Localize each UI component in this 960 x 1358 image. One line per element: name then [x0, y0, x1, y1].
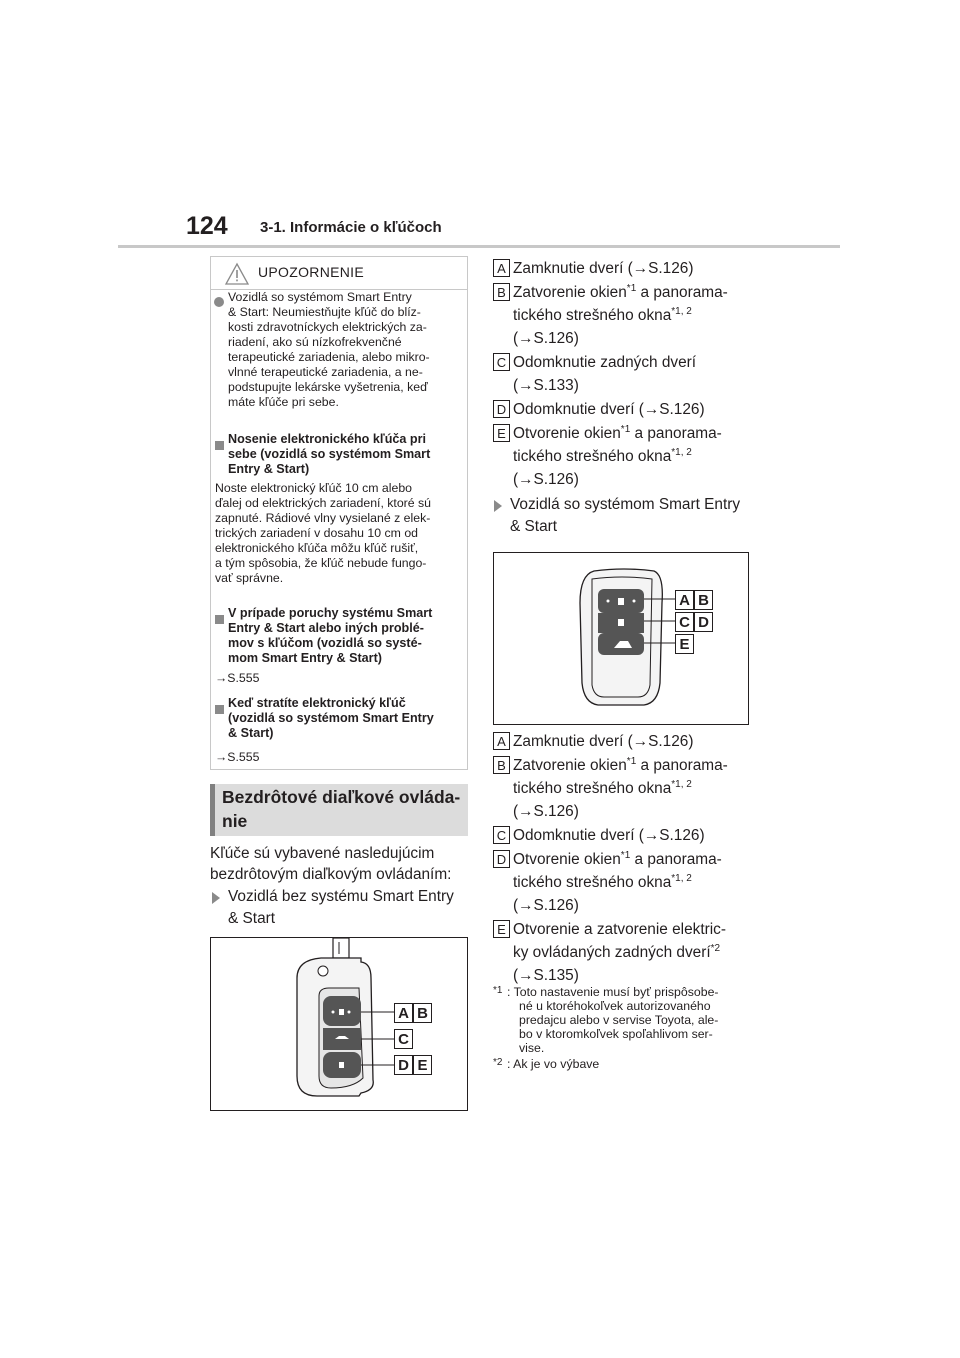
- footnote-ref: *1, 2: [671, 305, 692, 317]
- text-line: (→S.126): [513, 897, 579, 914]
- text-line: kosti zdravotníckych elektrických za-: [228, 320, 427, 334]
- section-intro: [210, 843, 472, 885]
- text-line: elektronického kľúča môžu kľúč rušiť,: [215, 541, 419, 555]
- figure-label-a: A: [394, 1003, 413, 1023]
- warning-triangle-icon: [224, 262, 250, 286]
- text-span: tického strešného okna: [513, 780, 672, 797]
- text-span: ky ovládaných zadných dverí: [513, 944, 711, 961]
- text-line: bo v ktoromkoľvek spoľahlivom ser-: [519, 1027, 713, 1041]
- figure-label-b: B: [413, 1003, 432, 1023]
- warning-subtitle-3: [228, 696, 466, 741]
- text-line: predajcu alebo v servise Toyota, ale-: [519, 1013, 719, 1027]
- text-line: Keď stratíte elektronický kľúč: [228, 696, 406, 710]
- warning-body-1: [215, 481, 465, 586]
- text-line: Zamknutie dverí (→S.126): [513, 733, 694, 750]
- footnote-ref: *1: [620, 423, 631, 435]
- list-item: [493, 351, 755, 397]
- triangle-bullet-icon: [212, 891, 220, 909]
- letter-box: C: [493, 353, 510, 371]
- text-line: mom Smart Entry & Start): [228, 651, 382, 665]
- text-line: né u ktoréhokoľvek autorizovaného: [519, 999, 711, 1013]
- variant-no-smart-entry: [228, 886, 472, 930]
- text-span: a panorama-: [636, 284, 728, 301]
- bullet-square-icon: [215, 701, 224, 719]
- text-line: (→S.126): [513, 330, 579, 347]
- footnote-ref: *1, 2: [671, 872, 692, 884]
- text-line: & Start: Neumiestňujte kľúč do blíz-: [228, 305, 421, 319]
- text-span: Zatvorenie okien: [513, 757, 627, 774]
- text-line: & Start): [228, 726, 274, 740]
- text-span: tického strešného okna: [513, 874, 672, 891]
- warning-subtitle-1: [228, 432, 466, 477]
- letter-box: E: [493, 424, 510, 442]
- text-line: (→S.135): [513, 967, 579, 984]
- figure-flip-key: [210, 937, 468, 1111]
- figure-label-b: B: [694, 590, 713, 610]
- text-line: trických zariadení v dosahu 10 cm od: [215, 526, 419, 540]
- text-line: nie: [222, 811, 248, 831]
- text-line: ďalej od elektrických zariadení, ktoré sú: [215, 496, 432, 510]
- footnote-ref: *1, 2: [671, 778, 692, 790]
- text-line: (vozidlá so systémom Smart Entry: [228, 711, 434, 725]
- letter-box: B: [493, 756, 510, 774]
- text-line: Entry & Start alebo iných problé-: [228, 621, 424, 635]
- text-line: Kľúče sú vybavené nasledujúcim: [210, 845, 435, 862]
- footnote-2: *2 : Ak je vo výbave: [493, 1057, 755, 1071]
- text-line: bezdrôtovým diaľkovým ovládaním:: [210, 866, 452, 883]
- text-line: Otvorenie a zatvorenie elektric-: [513, 921, 726, 938]
- figure-label-c: C: [394, 1029, 413, 1049]
- text-line: vise.: [519, 1041, 545, 1055]
- warning-ref-2: →S.555: [215, 671, 260, 685]
- list-item: [493, 398, 755, 421]
- figure-label-a: A: [675, 590, 694, 610]
- letter-box: B: [493, 283, 510, 301]
- figure-label-row: [675, 634, 694, 654]
- text-line: & Start: [510, 518, 558, 535]
- figure-smart-key: [493, 552, 749, 725]
- list-item: [493, 281, 755, 350]
- header-rule: [118, 245, 840, 248]
- text-line: riadení, ako sú nízkofrekvenčné: [228, 335, 402, 349]
- text-line: : Ak je vo výbave: [507, 1057, 600, 1071]
- text-line: máte kľúče pri sebe.: [228, 395, 339, 409]
- letter-box: D: [493, 400, 510, 418]
- text-line: Entry & Start): [228, 462, 310, 476]
- text-line: (→S.126): [513, 803, 579, 820]
- text-span: a panorama-: [630, 425, 722, 442]
- text-line: Vozidlá so systémom Smart Entry: [510, 496, 741, 513]
- footnote-1: *1 : Toto nastavenie musí byť prispôsobe- né u ktoréhokoľvek autorizovaného predajcu alebo v servise Toyota, ale- bo v ktoromkoľvek spoľahlivom ser- vise.: [493, 985, 755, 1055]
- figure-label-row: [394, 1029, 413, 1049]
- text-line: vať správne.: [215, 571, 284, 585]
- text-line: Vozidlá so systémom Smart Entry: [228, 290, 412, 304]
- text-span: Otvorenie okien: [513, 425, 621, 442]
- text-line: sebe (vozidlá so systémom Smart: [228, 447, 431, 461]
- letter-box: A: [493, 732, 510, 750]
- warning-title: UPOZORNENIE: [258, 264, 364, 280]
- figure-label-d: D: [694, 612, 713, 632]
- smart-key-illustration: [494, 553, 748, 724]
- text-line: Odomknutie zadných dverí: [513, 354, 697, 371]
- letter-box: D: [493, 850, 510, 868]
- list-item: [493, 848, 755, 917]
- figure-label-d: D: [394, 1055, 413, 1075]
- list-item: [493, 754, 755, 823]
- text-line: Vozidlá bez systému Smart Entry: [228, 888, 454, 905]
- figure-label-row: [394, 1003, 432, 1023]
- text-line: Nosenie elektronického kľúča pri: [228, 432, 427, 446]
- bullet-square-icon: [215, 437, 224, 455]
- text-line: zapnuté. Rádiové vlny vysielané z elek-: [215, 511, 431, 525]
- text-line: : Toto nastavenie musí byť prispôsobe-: [507, 985, 719, 999]
- footnotes: [493, 985, 755, 1071]
- text-line: Bezdrôtové diaľkové ovláda-: [222, 787, 461, 807]
- text-span: a panorama-: [636, 757, 728, 774]
- warning-subtitle-2: [228, 606, 466, 666]
- footnote-ref: *2: [710, 942, 721, 954]
- text-line: mov s kľúčom (vozidlá so systé-: [228, 636, 422, 650]
- text-span: a panorama-: [630, 851, 722, 868]
- footnote-ref: *1, 2: [671, 446, 692, 458]
- figure-label-c: C: [675, 612, 694, 632]
- letter-box: E: [493, 920, 510, 938]
- warning-ref-3: →S.555: [215, 750, 260, 764]
- page-number: 124: [186, 212, 228, 240]
- function-list-2: [493, 730, 755, 987]
- bullet-circle-icon: [214, 294, 224, 312]
- text-line: (→S.133): [513, 377, 579, 394]
- flip-key-illustration: [211, 938, 467, 1110]
- list-item: [493, 918, 755, 987]
- text-span: tického strešného okna: [513, 307, 672, 324]
- warning-item-1: [228, 290, 466, 410]
- text-line: Odomknutie dverí (→S.126): [513, 401, 705, 418]
- bullet-square-icon: [215, 611, 224, 629]
- text-line: terapeutické zariadenia, alebo mikro-: [228, 350, 430, 364]
- list-item: [493, 422, 755, 491]
- footnote-ref: *1: [626, 755, 637, 767]
- section-title: 3-1. Informácie o kľúčoch: [260, 219, 442, 236]
- figure-label-e: E: [675, 634, 694, 654]
- text-line: a tým spôsobia, že kľúč nebude fungo-: [215, 556, 427, 570]
- list-item: [493, 257, 755, 280]
- text-line: & Start: [228, 910, 276, 927]
- text-span: tického strešného okna: [513, 448, 672, 465]
- section-heading: [222, 785, 468, 833]
- figure-label-row: [675, 590, 713, 610]
- text-span: Zatvorenie okien: [513, 284, 627, 301]
- triangle-bullet-icon: [494, 499, 502, 517]
- text-line: Noste elektronický kľúč 10 cm alebo: [215, 481, 413, 495]
- list-item: [493, 824, 755, 847]
- letter-box: C: [493, 826, 510, 844]
- text-line: Zamknutie dverí (→S.126): [513, 260, 694, 277]
- footnote-ref: *1: [620, 849, 631, 861]
- text-line: podstupujte lekárske vyšetrenia, keď: [228, 380, 428, 394]
- text-line: (→S.126): [513, 471, 579, 488]
- footnote-ref: *1: [626, 282, 637, 294]
- text-line: V prípade poruchy systému Smart: [228, 606, 433, 620]
- text-span: Otvorenie okien: [513, 851, 621, 868]
- text-line: vlnné terapeutické zariadenia, a ne-: [228, 365, 423, 379]
- function-list-1: [493, 257, 755, 491]
- variant-smart-entry: [510, 494, 760, 538]
- letter-box: A: [493, 259, 510, 277]
- text-line: Odomknutie dverí (→S.126): [513, 827, 705, 844]
- figure-label-row: [394, 1055, 432, 1075]
- list-item: [493, 730, 755, 753]
- figure-label-row: [675, 612, 713, 632]
- figure-label-e: E: [413, 1055, 432, 1075]
